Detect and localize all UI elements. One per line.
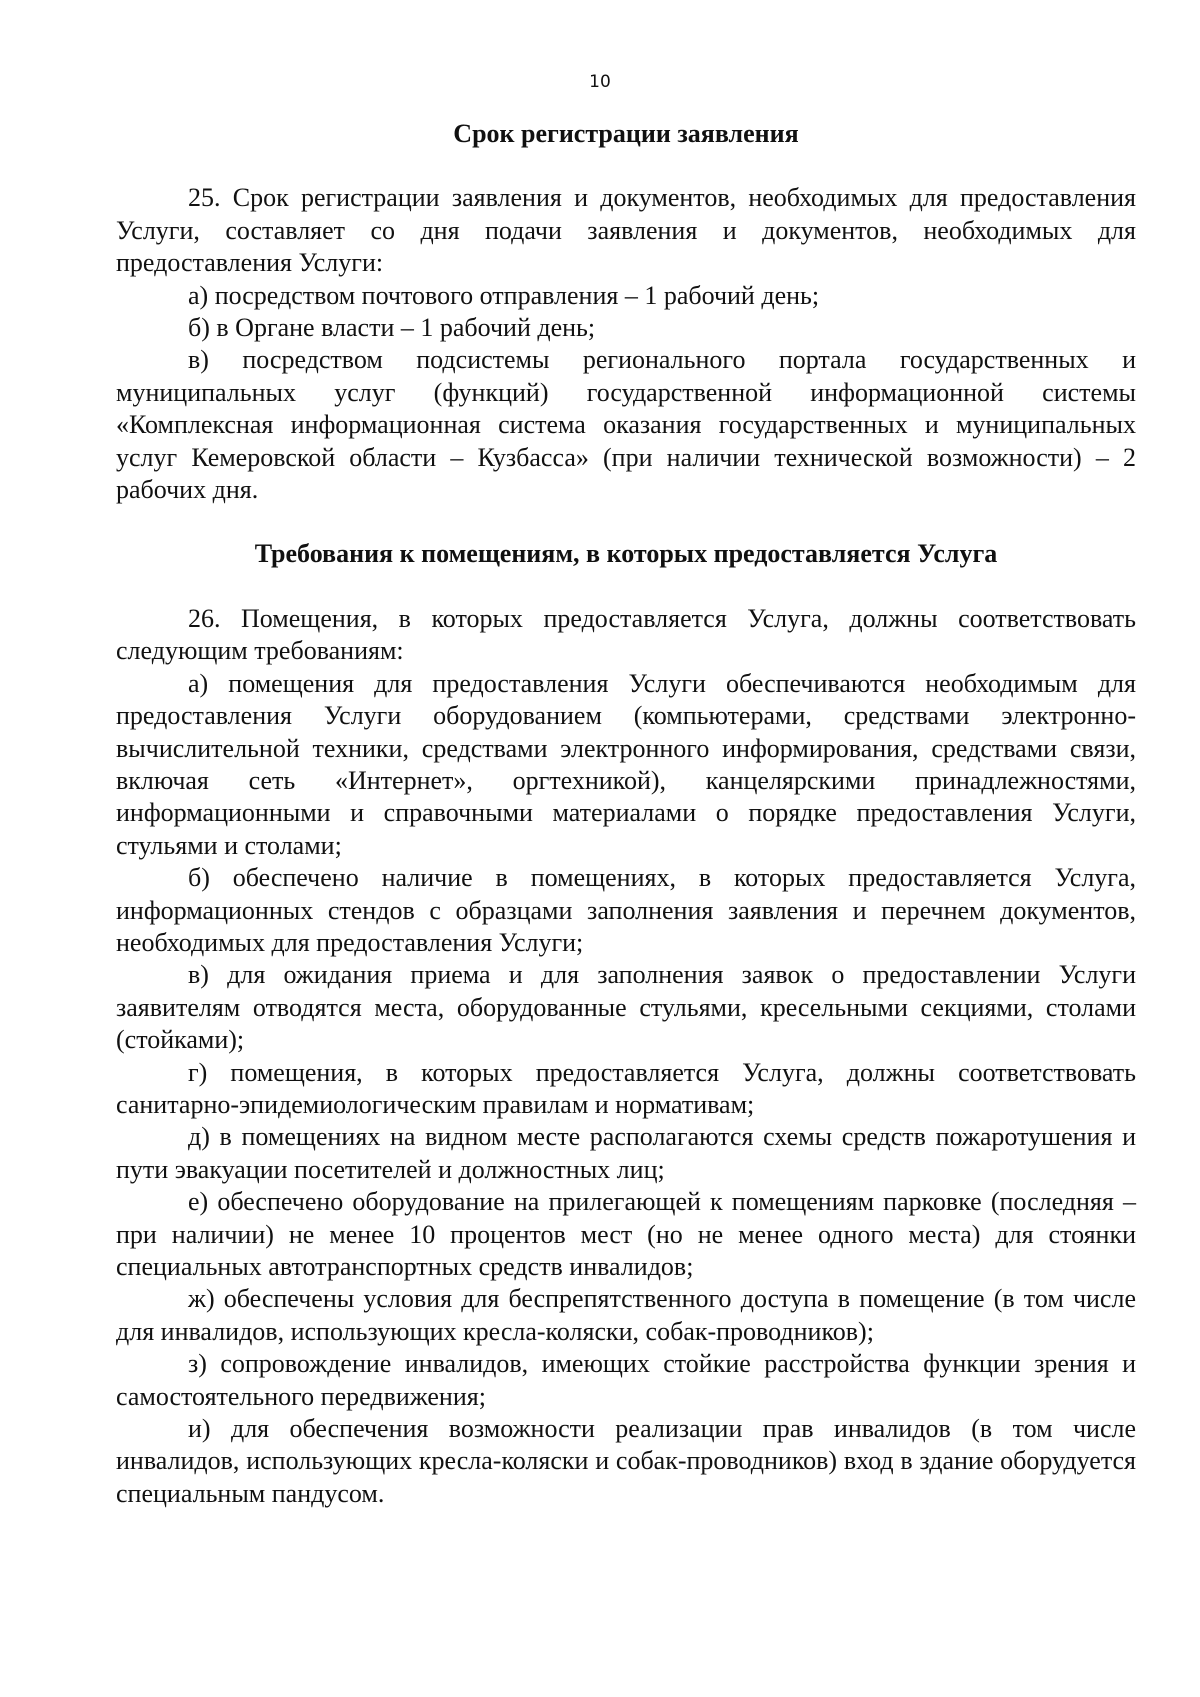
paragraph-26: 26. Помещения, в которых предоставляется Услуга, должны соответствовать следующим требованиям: xyxy=(116,603,1136,666)
list-item-b: б) обеспечено наличие в помещениях, в которых предоставляется Услуга, информационных стендов с образцами заполнения заявления и перечнем документов, необходимых для предоставления Услуги; xyxy=(116,863,1136,957)
list-item-g: г) помещения, в которых предоставляется Услуга, должны соответствовать санитарно-эпидемиологическим правилам и нормативам; xyxy=(116,1057,1136,1119)
section-heading: Требования к помещениям, в которых предоставляется Услуга xyxy=(254,539,998,569)
page-number: 10 xyxy=(589,72,611,92)
document-body xyxy=(116,118,1136,1510)
list-item-zh: ж) обеспечены условия для беспрепятственного доступа в помещение (в том числе для инвалидов, использующих кресла-коляски, собак-проводников); xyxy=(116,1284,1136,1346)
list-item-a: а) помещения для предоставления Услуги обеспечиваются необходимым для предоставления Услуги оборудованием (компьютерами, средствами электронно-вычислительной техники, средствами электронного информирования, средствами связи, включая сеть «Интернет», оргтехникой), канцелярскими принадлежностями, информационными и справочными материалами о порядке предоставления Услуги, стульями и столами; xyxy=(116,668,1136,860)
section-heading: Срок регистрации заявления xyxy=(453,119,799,148)
list-item-v: в) для ожидания приема и для заполнения заявок о предоставлении Услуги заявителям отводятся места, оборудованные стульями, кресельными секциями, столами (стойками); xyxy=(116,960,1136,1055)
paragraph-25: 25. Срок регистрации заявления и документов, необходимых для предоставления Услуги, составляет со дня подачи заявления и документов, необходимых для предоставления Услуги: xyxy=(116,183,1136,278)
list-item-b: б) в Органе власти – 1 рабочий день; xyxy=(188,313,596,343)
section-premises-requirements xyxy=(116,538,1136,1510)
list-item-a: а) посредством почтового отправления – 1 рабочий день; xyxy=(188,280,820,310)
list-item-z: з) сопровождение инвалидов, имеющих стойкие расстройства функции зрения и самостоятельного передвижения; xyxy=(116,1349,1136,1411)
list-item-d: д) в помещениях на видном месте располагаются схемы средств пожаротушения и пути эвакуации посетителей и должностных лиц; xyxy=(116,1122,1136,1184)
list-item-i: и) для обеспечения возможности реализации прав инвалидов (в том числе инвалидов, использующих кресла-коляски и собак-проводников) вход в здание оборудуется специальным пандусом. xyxy=(116,1414,1136,1508)
list-item-v: в) посредством подсистемы регионального портала государственных и муниципальных услуг (функций) государственной информационной системы «Комплексная информационная система оказания государственных и муниципальных услуг Кемеровской области – Кузбасса» (при наличии технической возможности) – 2 рабочих дня. xyxy=(116,345,1136,505)
section-registration-term xyxy=(116,118,1136,506)
list-item-e: е) обеспечено оборудование на прилегающей к помещениям парковке (последняя – при наличии) не менее 10 процентов мест (но не менее одного места) для стоянки специальных автотранспортных средств инвалидов; xyxy=(116,1187,1136,1281)
